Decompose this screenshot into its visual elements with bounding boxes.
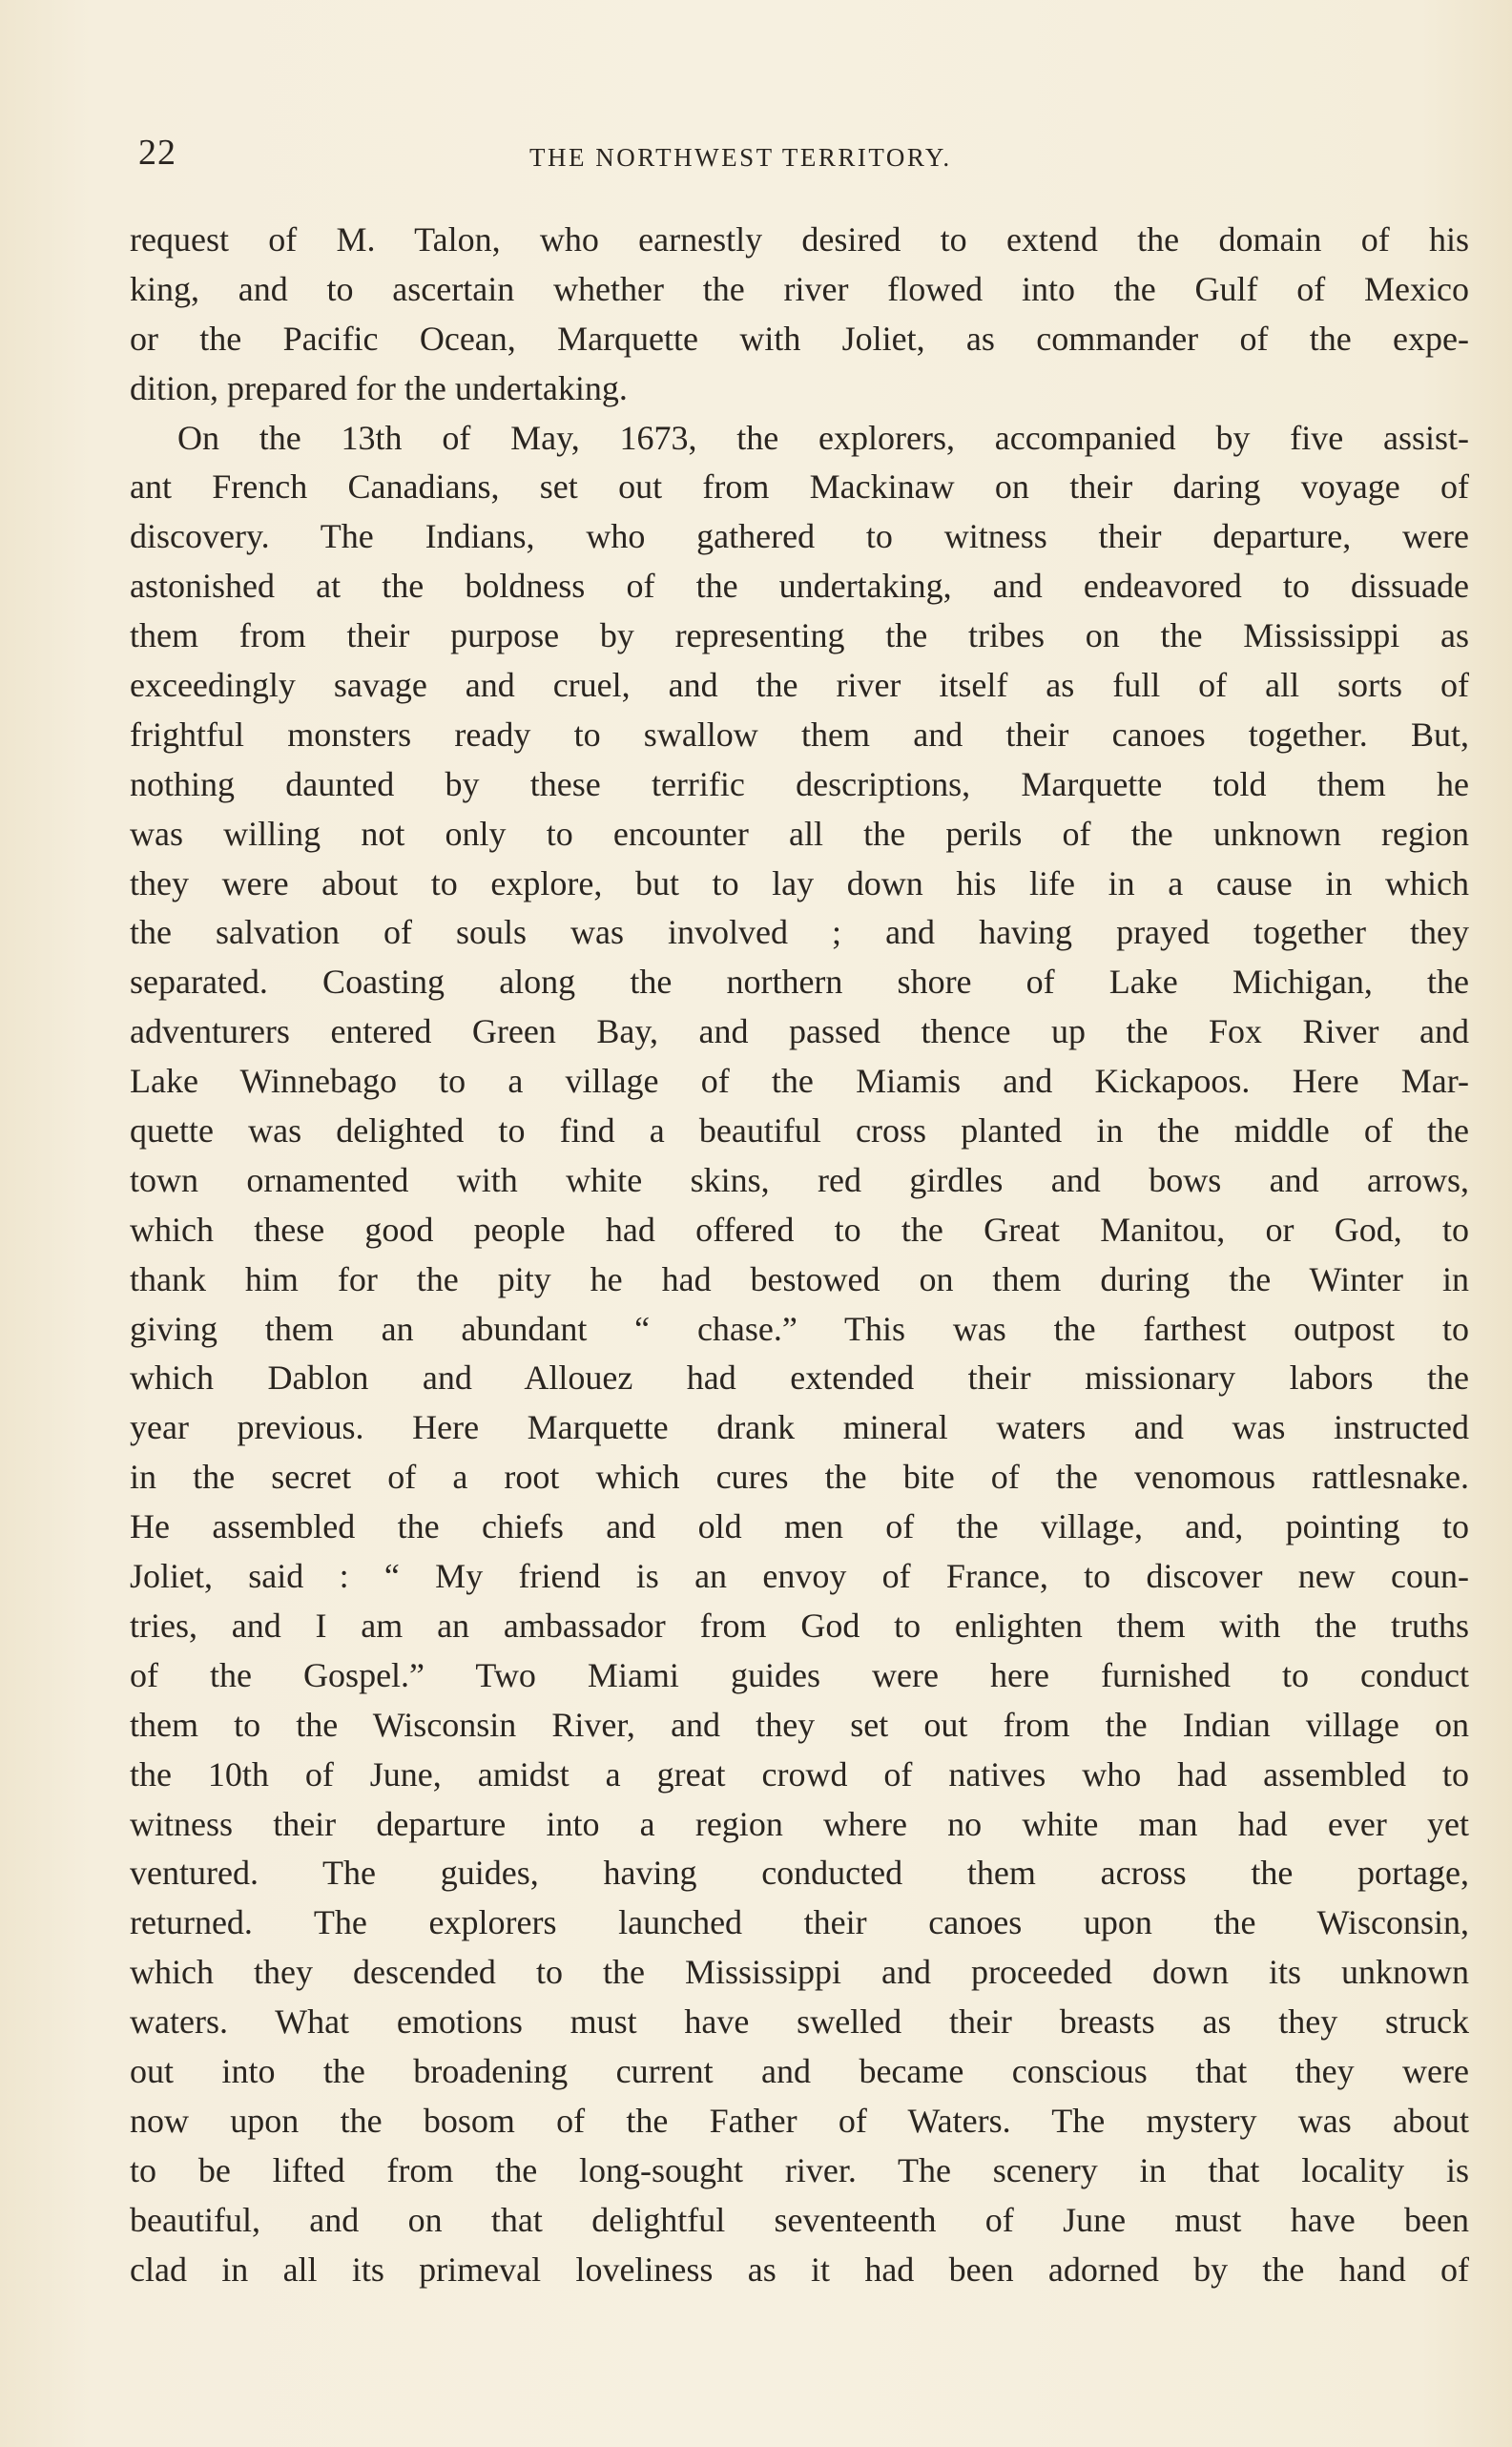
text-line: which Dablon and Allouez had extended their missionary labors the [130, 1358, 1469, 1398]
text-line: Joliet, said : “ My friend is an envoy of France, to discover new coun- [130, 1557, 1469, 1596]
text-line: or the Pacific Ocean, Marquette with Joliet, as commander of the expe- [130, 319, 1469, 358]
text-line: year previous. Here Marquette drank mineral waters and was instructed [130, 1408, 1469, 1447]
text-line: witness their departure into a region where no white man had ever yet [130, 1804, 1469, 1843]
text-line: dition, prepared for the undertaking. [130, 368, 628, 407]
text-line: adventurers entered Green Bay, and passed thence up the Fox River and [130, 1012, 1469, 1051]
text-line: ventured. The guides, having conducted them across the portage, [130, 1854, 1469, 1893]
text-line: ant French Canadians, set out from Mackinaw on their daring voyage of [130, 467, 1469, 507]
text-line: them to the Wisconsin River, and they set out from the Indian village on [130, 1705, 1469, 1744]
text-line: Lake Winnebago to a village of the Miamis and Kickapoos. Here Mar- [130, 1062, 1469, 1101]
text-line: beautiful, and on that delightful seventeenth of June must have been [130, 2200, 1469, 2239]
text-line: quette was delighted to find a beautiful cross planted in the middle of the [130, 1111, 1469, 1151]
text-line: out into the broadening current and became conscious that they were [130, 2051, 1469, 2090]
text-line: clad in all its primeval loveliness as it had been adorned by the hand of [130, 2250, 1469, 2289]
text-line: giving them an abundant “ chase.” This was the farthest outpost to [130, 1309, 1469, 1348]
text-line: of the Gospel.” Two Miami guides were here furnished to conduct [130, 1655, 1469, 1694]
text-line: He assembled the chiefs and old men of the village, and, pointing to [130, 1507, 1469, 1546]
text-line: the salvation of souls was involved ; and having prayed together they [130, 913, 1469, 952]
text-line: which they descended to the Mississippi and proceeded down its unknown [130, 1953, 1469, 1992]
text-line: town ornamented with white skins, red girdles and bows and arrows, [130, 1160, 1469, 1199]
text-line: them from their purpose by representing the tribes on the Mississippi as [130, 616, 1469, 655]
text-line: separated. Coasting along the northern shore of Lake Michigan, the [130, 963, 1469, 1002]
text-line: tries, and I am an ambassador from God to enlighten them with the truths [130, 1606, 1469, 1645]
text-line: astonished at the boldness of the undertaking, and endeavored to dissuade [130, 567, 1469, 606]
text-line: in the secret of a root which cures the bite of the venomous rattlesnake. [130, 1458, 1469, 1497]
body-text [130, 216, 1469, 2294]
text-line: they were about to explore, but to lay down his life in a cause in which [130, 863, 1469, 902]
text-line: now upon the bosom of the Father of Waters. The mystery was about [130, 2101, 1469, 2140]
text-line: was willing not only to encounter all the perils of the unknown region [130, 814, 1469, 853]
text-line: nothing daunted by these terrific descriptions, Marquette told them he [130, 764, 1469, 803]
text-line: request of M. Talon, who earnestly desired to extend the domain of his [130, 220, 1469, 259]
text-line: waters. What emotions must have swelled their breasts as they struck [130, 2002, 1469, 2042]
text-line: exceedingly savage and cruel, and the river itself as full of all sorts of [130, 666, 1469, 705]
text-line: which these good people had offered to the Great Manitou, or God, to [130, 1210, 1469, 1249]
running-head: THE NORTHWEST TERRITORY. [529, 143, 952, 172]
text-line: thank him for the pity he had bestowed on them during the Winter in [130, 1259, 1469, 1298]
text-line: frightful monsters ready to swallow them and their canoes together. But, [130, 715, 1469, 754]
text-line: discovery. The Indians, who gathered to witness their departure, were [130, 517, 1469, 556]
text-line: king, and to ascertain whether the river flowed into the Gulf of Mexico [130, 269, 1469, 308]
page-number: 22 [138, 133, 176, 173]
text-line: returned. The explorers launched their canoes upon the Wisconsin, [130, 1903, 1469, 1942]
page-header [138, 126, 1469, 183]
text-line: to be lifted from the long-sought river. The scenery in that locality is [130, 2150, 1469, 2189]
text-line: On the 13th of May, 1673, the explorers, accompanied by five assist- [177, 418, 1469, 457]
text-line: the 10th of June, amidst a great crowd of natives who had assembled to [130, 1754, 1469, 1794]
